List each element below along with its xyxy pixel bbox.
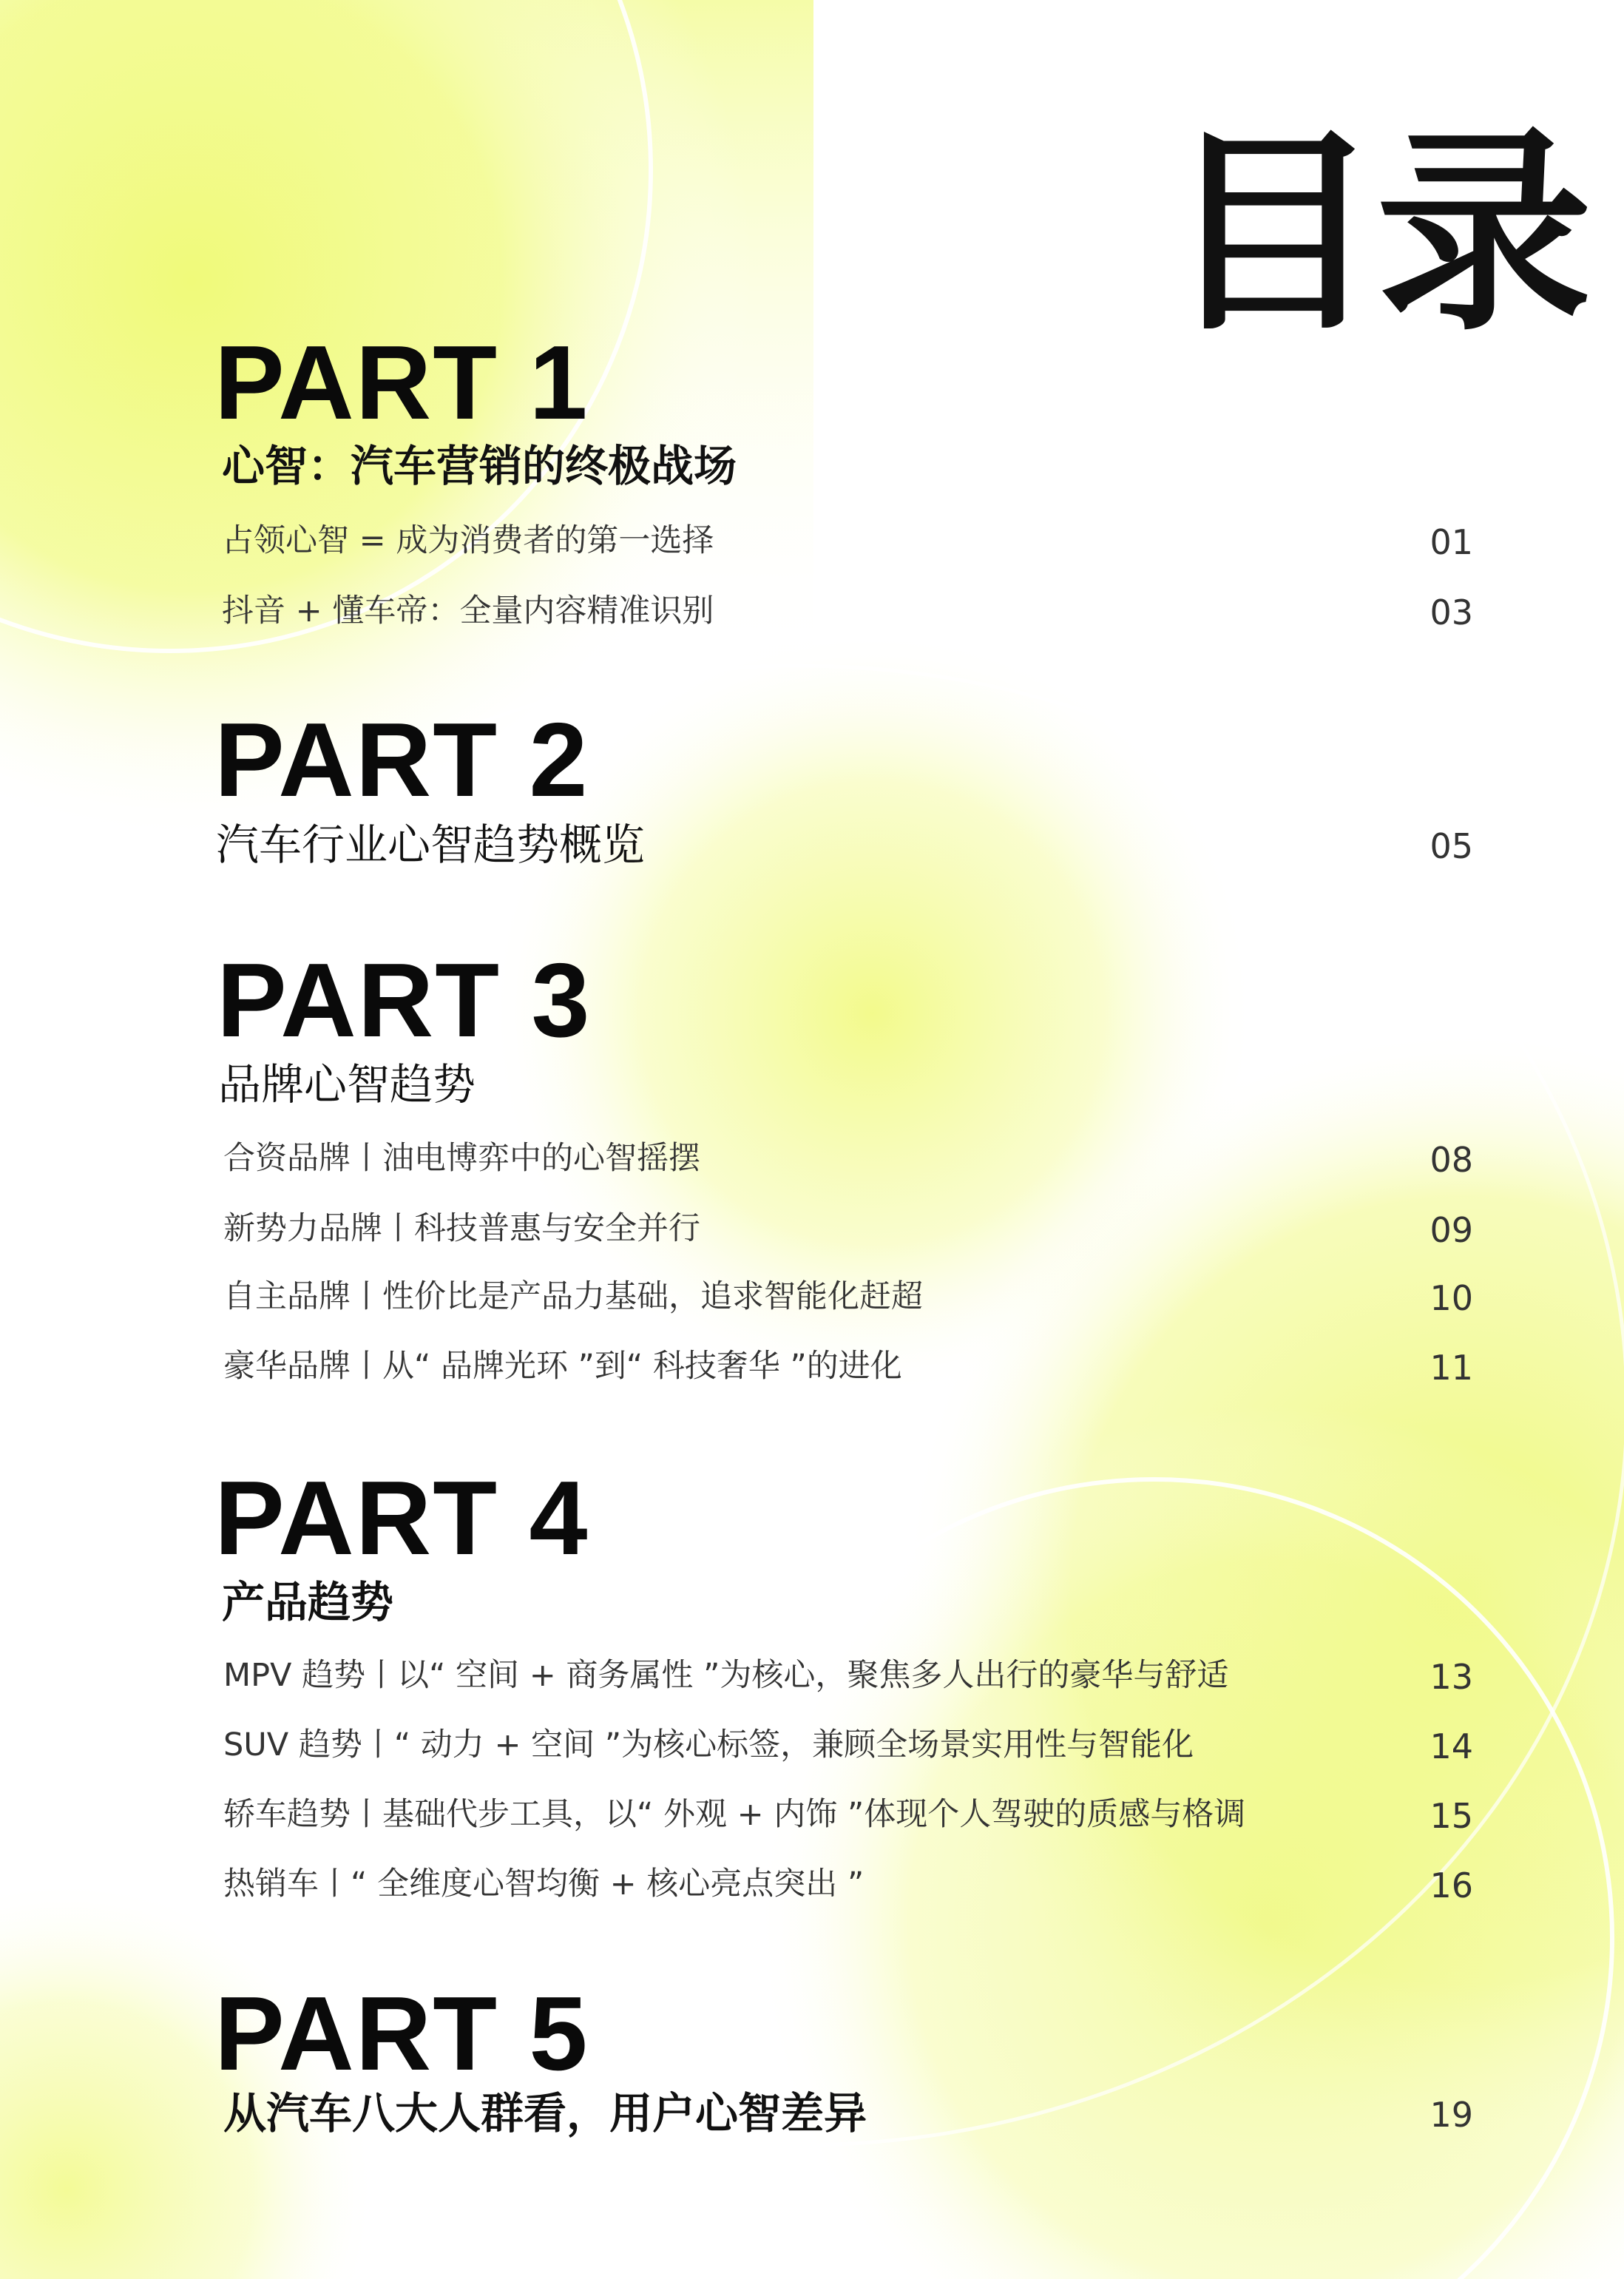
toc-item-page: 16 bbox=[1430, 1866, 1473, 1905]
toc-item-page: 05 bbox=[1430, 826, 1473, 866]
toc-item-page: 09 bbox=[1430, 1210, 1473, 1250]
toc-item-text[interactable]: 轿车趋势丨基础代步工具，以“ 外观 + 内饰 ”体现个人驾驶的质感与格调 bbox=[223, 1796, 1246, 1833]
part-3-subtitle: 品牌心智趋势 bbox=[218, 1059, 476, 1110]
part-3-label: PART 3 bbox=[217, 942, 592, 1059]
toc-item-text[interactable]: 新势力品牌丨科技普惠与安全并行 bbox=[223, 1210, 700, 1247]
toc-item-page: 14 bbox=[1430, 1726, 1473, 1766]
toc-item-text[interactable]: 豪华品牌丨从“ 品牌光环 ”到“ 科技奢华 ”的进化 bbox=[223, 1348, 902, 1385]
part-5-label: PART 5 bbox=[214, 1975, 589, 2093]
toc-item-text[interactable]: 抖音 + 懂车帝：全量内容精准识别 bbox=[222, 592, 714, 629]
toc-item-page: 03 bbox=[1430, 592, 1473, 632]
toc-item-text[interactable]: SUV 趋势丨“ 动力 + 空间 ”为核心标签，兼顾全场景实用性与智能化 bbox=[223, 1726, 1194, 1763]
part-1-label: PART 1 bbox=[214, 324, 589, 442]
toc-item-text[interactable]: 合资品牌丨油电博弈中的心智摇摆 bbox=[223, 1140, 700, 1177]
toc-item-text[interactable]: 自主品牌丨性价比是产品力基础，追求智能化赶超 bbox=[223, 1278, 923, 1315]
toc-item-text[interactable]: 占领心智 = 成为消费者的第一选择 bbox=[222, 522, 714, 559]
part-2-subtitle[interactable]: 汽车行业心智趋势概览 bbox=[216, 820, 646, 870]
toc-item-text[interactable]: 热销车丨“ 全维度心智均衡 + 核心亮点突出 ” bbox=[223, 1866, 865, 1902]
toc-item-page: 08 bbox=[1430, 1140, 1473, 1180]
toc-item-page: 13 bbox=[1430, 1657, 1473, 1697]
page-title: 目录 bbox=[1165, 108, 1588, 359]
part-2-label: PART 2 bbox=[214, 701, 589, 819]
part-4-subtitle: 产品趋势 bbox=[222, 1577, 394, 1627]
toc-item-page: 01 bbox=[1430, 522, 1473, 562]
toc-item-text[interactable]: MPV 趋势丨以“ 空间 + 商务属性 ”为核心，聚焦多人出行的豪华与舒适 bbox=[223, 1657, 1229, 1694]
part-5-subtitle[interactable]: 从汽车八大人群看，用户心智差异 bbox=[223, 2088, 867, 2138]
toc-item-page: 10 bbox=[1430, 1278, 1473, 1318]
toc-item-page: 15 bbox=[1430, 1796, 1473, 1836]
toc-item-page: 11 bbox=[1430, 1348, 1473, 1388]
part-1-subtitle: 心智：汽车营销的终极战场 bbox=[222, 441, 737, 491]
toc-item-page: 19 bbox=[1430, 2095, 1473, 2135]
part-4-label: PART 4 bbox=[214, 1459, 589, 1577]
